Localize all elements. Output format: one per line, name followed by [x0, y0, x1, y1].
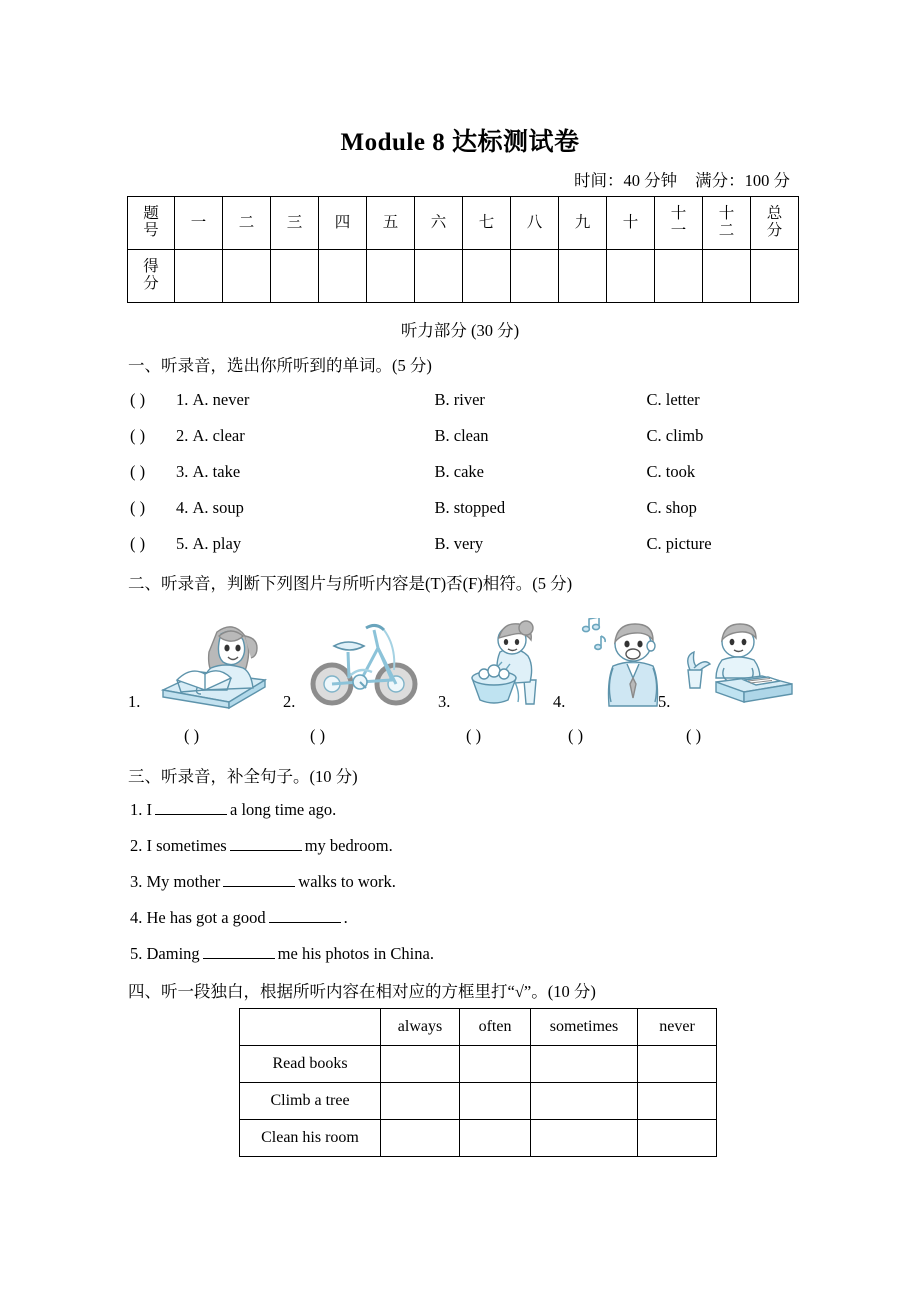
score-table-row-label-1: 题 号 — [128, 197, 175, 250]
question-4-row — [130, 498, 790, 518]
answer-paren-4[interactable]: ( ) — [130, 498, 146, 517]
fill-5-blank[interactable] — [203, 945, 275, 959]
answer-paren-3[interactable]: ( ) — [130, 462, 146, 481]
exam-total-label: 满分：100 分 — [695, 171, 790, 190]
score-cell-3[interactable] — [271, 250, 319, 303]
question-5-row — [130, 534, 790, 554]
picture-paren-5[interactable]: ( ) — [686, 726, 702, 745]
frequency-check-table — [239, 1008, 717, 1157]
q5-option-c[interactable]: C. picture — [646, 534, 712, 553]
check-table-header-row — [240, 1009, 717, 1046]
page-title: Module 8 达标测试卷 — [340, 129, 580, 156]
fill-4-number: 4. — [130, 908, 143, 927]
fill-1-before: I — [146, 800, 152, 819]
score-cell-6[interactable] — [415, 250, 463, 303]
picture-girl-reading-book-at-desk — [153, 618, 271, 710]
score-cell-11[interactable] — [655, 250, 703, 303]
score-col-3: 三 — [271, 197, 319, 250]
fill-5-number: 5. — [130, 944, 143, 963]
fill-5-after: me his photos in China. — [277, 944, 434, 963]
check-table-row-climb-a-tree — [240, 1083, 717, 1120]
score-cell-total[interactable] — [751, 250, 799, 303]
score-cell-7[interactable] — [463, 250, 511, 303]
fill-4-before: He has got a good — [146, 908, 266, 927]
picture-5-number: 5. — [658, 692, 671, 711]
score-col-12: 十 二 — [703, 197, 751, 250]
check-table-corner-cell — [240, 1009, 381, 1046]
q2-option-b[interactable]: B. clean — [434, 426, 489, 445]
score-col-10: 十 — [607, 197, 655, 250]
fill-sentence-5 — [130, 944, 434, 964]
question-3-number: 3. — [176, 462, 189, 481]
picture-girl-washing-clothes-in-basin — [462, 618, 562, 710]
check-col-never: never — [638, 1009, 717, 1046]
section-3-heading: 三、听录音，补全句子。(10 分) — [128, 767, 358, 786]
answer-paren-5[interactable]: ( ) — [130, 534, 146, 553]
question-1-row — [130, 390, 790, 410]
picture-paren-1[interactable]: ( ) — [184, 726, 200, 745]
score-cell-9[interactable] — [559, 250, 607, 303]
score-col-8: 八 — [511, 197, 559, 250]
score-col-7: 七 — [463, 197, 511, 250]
q3-option-c[interactable]: C. took — [646, 462, 696, 481]
score-cell-12[interactable] — [703, 250, 751, 303]
fill-sentence-2 — [130, 836, 393, 856]
check-row-label-clean-his-room: Clean his room — [240, 1120, 381, 1157]
q3-option-b[interactable]: B. cake — [434, 462, 484, 481]
check-cell-climb-always[interactable] — [381, 1083, 460, 1120]
check-row-label-read-books: Read books — [240, 1046, 381, 1083]
q4-option-b[interactable]: B. stopped — [434, 498, 506, 517]
question-2-number: 2. — [176, 426, 189, 445]
score-col-1: 一 — [175, 197, 223, 250]
score-table-value-row — [128, 250, 799, 303]
fill-2-after: my bedroom. — [304, 836, 393, 855]
fill-4-blank[interactable] — [269, 909, 341, 923]
score-cell-8[interactable] — [511, 250, 559, 303]
q1-option-a[interactable]: A. never — [192, 390, 250, 409]
question-2-row — [130, 426, 790, 446]
score-table — [127, 196, 799, 303]
question-4-number: 4. — [176, 498, 189, 517]
listening-part-header: 听力部分 (30 分) — [400, 321, 520, 340]
fill-1-after: a long time ago. — [230, 800, 337, 819]
score-col-11: 十 一 — [655, 197, 703, 250]
check-cell-clean-never[interactable] — [638, 1120, 717, 1157]
check-cell-read-books-always[interactable] — [381, 1046, 460, 1083]
fill-sentence-3 — [130, 872, 396, 892]
picture-1-number: 1. — [128, 692, 141, 711]
check-cell-clean-often[interactable] — [460, 1120, 531, 1157]
q5-option-a[interactable]: A. play — [192, 534, 242, 553]
q2-option-c[interactable]: C. climb — [646, 426, 704, 445]
picture-answer-paren-row — [128, 726, 793, 750]
score-cell-10[interactable] — [607, 250, 655, 303]
check-cell-climb-sometimes[interactable] — [531, 1083, 638, 1120]
score-table-header-row — [128, 197, 799, 250]
picture-paren-4[interactable]: ( ) — [568, 726, 584, 745]
q2-option-a[interactable]: A. clear — [192, 426, 245, 445]
exam-time-label: 时间：40 分钟 — [574, 171, 678, 190]
answer-paren-1[interactable]: ( ) — [130, 390, 146, 409]
score-cell-4[interactable] — [319, 250, 367, 303]
q5-option-b[interactable]: B. very — [434, 534, 484, 553]
fill-sentence-4 — [130, 908, 348, 928]
q1-option-b[interactable]: B. river — [434, 390, 485, 409]
fill-2-number: 2. — [130, 836, 143, 855]
score-col-total: 总 分 — [751, 197, 799, 250]
section-4-heading: 四、听一段独白，根据所听内容在相对应的方框里打“√”。(10 分) — [128, 982, 596, 1001]
check-table-row-read-books — [240, 1046, 717, 1083]
fill-2-before: I sometimes — [146, 836, 227, 855]
q3-option-a[interactable]: A. take — [192, 462, 241, 481]
picture-4-number: 4. — [553, 692, 566, 711]
score-cell-5[interactable] — [367, 250, 415, 303]
fill-1-blank[interactable] — [155, 801, 227, 815]
score-table-row-label-2: 得 分 — [128, 250, 175, 303]
check-col-always: always — [381, 1009, 460, 1046]
score-col-5: 五 — [367, 197, 415, 250]
check-col-sometimes: sometimes — [531, 1009, 638, 1046]
check-cell-read-books-never[interactable] — [638, 1046, 717, 1083]
check-cell-climb-never[interactable] — [638, 1083, 717, 1120]
section-1-heading: 一、听录音，选出你所听到的单词。(5 分) — [128, 356, 432, 375]
fill-sentence-1 — [130, 800, 336, 820]
picture-strip — [128, 612, 793, 712]
answer-paren-2[interactable]: ( ) — [130, 426, 146, 445]
fill-1-number: 1. — [130, 800, 143, 819]
fill-3-blank[interactable] — [223, 873, 295, 887]
fill-5-before: Daming — [146, 944, 200, 963]
q1-option-c[interactable]: C. letter — [646, 390, 700, 409]
score-col-4: 四 — [319, 197, 367, 250]
picture-paren-3[interactable]: ( ) — [466, 726, 482, 745]
fill-3-number: 3. — [130, 872, 143, 891]
question-1-number: 1. — [176, 390, 189, 409]
check-cell-clean-sometimes[interactable] — [531, 1120, 638, 1157]
fill-4-after: . — [343, 908, 348, 927]
question-3-row — [130, 462, 790, 482]
check-row-label-climb-a-tree: Climb a tree — [240, 1083, 381, 1120]
picture-paren-2[interactable]: ( ) — [310, 726, 326, 745]
fill-2-blank[interactable] — [230, 837, 302, 851]
check-cell-read-books-often[interactable] — [460, 1046, 531, 1083]
score-cell-1[interactable] — [175, 250, 223, 303]
picture-boy-writing-at-desk — [682, 618, 794, 710]
check-table-row-clean-his-room — [240, 1120, 717, 1157]
fill-3-before: My mother — [146, 872, 221, 891]
fill-3-after: walks to work. — [298, 872, 396, 891]
score-cell-2[interactable] — [223, 250, 271, 303]
picture-2-number: 2. — [283, 692, 296, 711]
score-col-6: 六 — [415, 197, 463, 250]
exam-meta — [574, 167, 790, 191]
check-cell-read-books-sometimes[interactable] — [531, 1046, 638, 1083]
row-label-1-text: 题 — [143, 205, 159, 223]
q4-option-c[interactable]: C. shop — [646, 498, 697, 517]
section-2-heading: 二、听录音，判断下列图片与所听内容是(T)否(F)相符。(5 分) — [128, 574, 573, 593]
q4-option-a[interactable]: A. soup — [192, 498, 244, 517]
score-col-9: 九 — [559, 197, 607, 250]
check-cell-climb-often[interactable] — [460, 1083, 531, 1120]
check-cell-clean-always[interactable] — [381, 1120, 460, 1157]
question-5-number: 5. — [176, 534, 189, 553]
check-col-often: often — [460, 1009, 531, 1046]
picture-3-number: 3. — [438, 692, 451, 711]
picture-bicycle — [308, 618, 423, 710]
score-col-2: 二 — [223, 197, 271, 250]
